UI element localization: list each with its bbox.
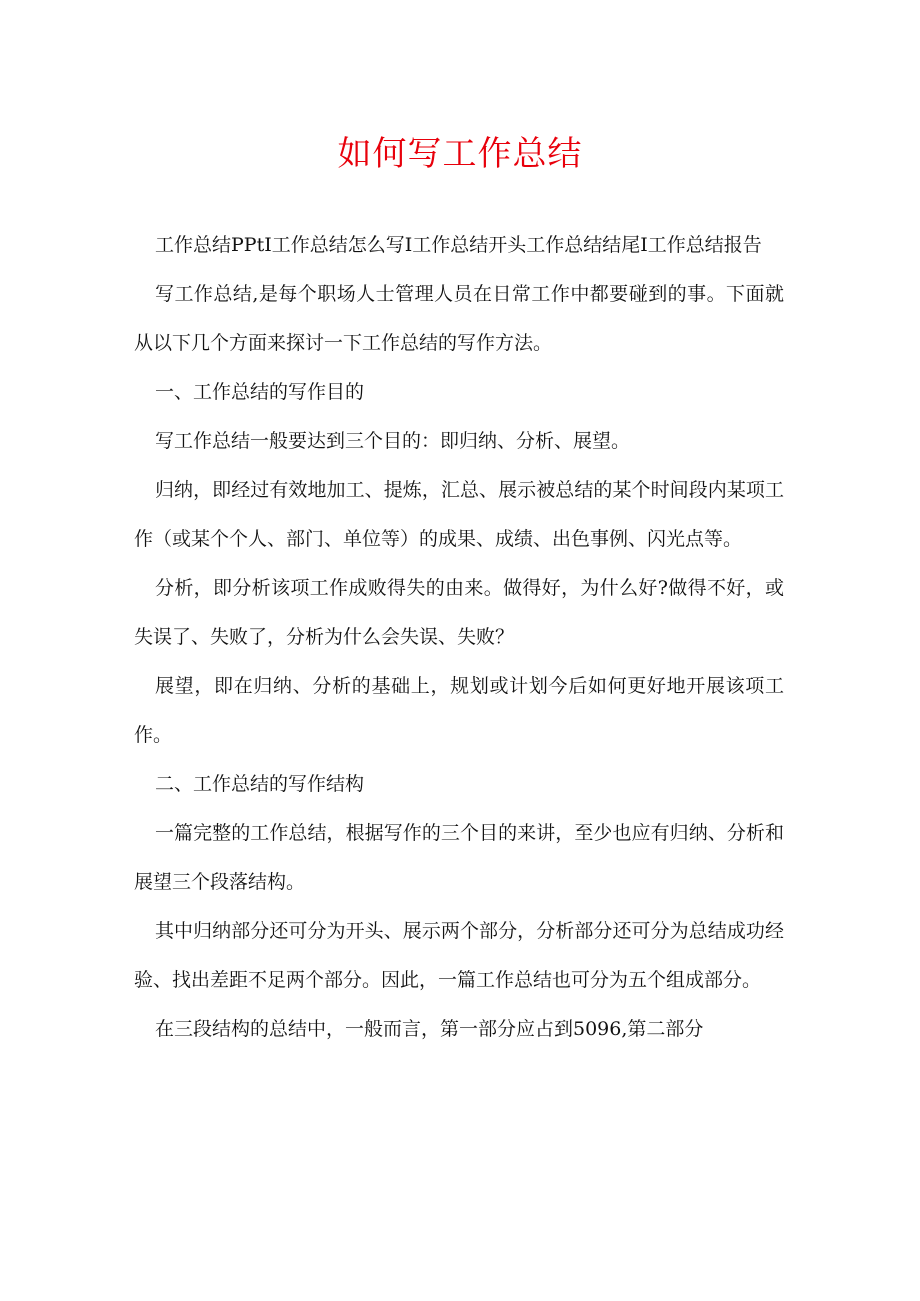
paragraph-6: 展望，即在归纳、分析的基础上，规划或计划今后如何更好地开展该项工作。 (134, 675, 784, 746)
section-heading-1: 一、工作总结的写作目的 (155, 381, 365, 403)
paragraph-3: 写工作总结一般要达到三个目的：即归纳、分析、展望。 (155, 430, 631, 452)
paragraph-1: 工作总结PPtI工作总结怎么写I工作总结开头工作总结结尾I工作总结报告 (155, 234, 762, 256)
paragraph-2: 写工作总结,是每个职场人士管理人员在日常工作中都要碰到的事。下面就从以下几个方面来探讨一下工作总结的写作方法。 (134, 283, 784, 354)
document-body (134, 221, 784, 1054)
paragraph-9: 在三段结构的总结中，一般而言，第一部分应占到5096,第二部分 (155, 1018, 704, 1040)
section-heading-2: 二、工作总结的写作结构 (155, 773, 365, 795)
paragraph-7: 一篇完整的工作总结，根据写作的三个目的来讲，至少也应有归纳、分析和展望三个段落结构。 (134, 822, 784, 893)
document-title: 如何写工作总结 (337, 134, 583, 174)
paragraph-5: 分析，即分析该项工作成败得失的由来。做得好，为什么好?做得不好，或失误了、失败了，分析为什么会失误、失败？ (134, 577, 784, 648)
paragraph-4: 归纳，即经过有效地加工、提炼，汇总、展示被总结的某个时间段内某项工作（或某个个人、部门、单位等）的成果、成绩、出色事例、闪光点等。 (134, 479, 784, 550)
paragraph-8: 其中归纳部分还可分为开头、展示两个部分，分析部分还可分为总结成功经验、找出差距不足两个部分。因此，一篇工作总结也可分为五个组成部分。 (134, 920, 784, 991)
